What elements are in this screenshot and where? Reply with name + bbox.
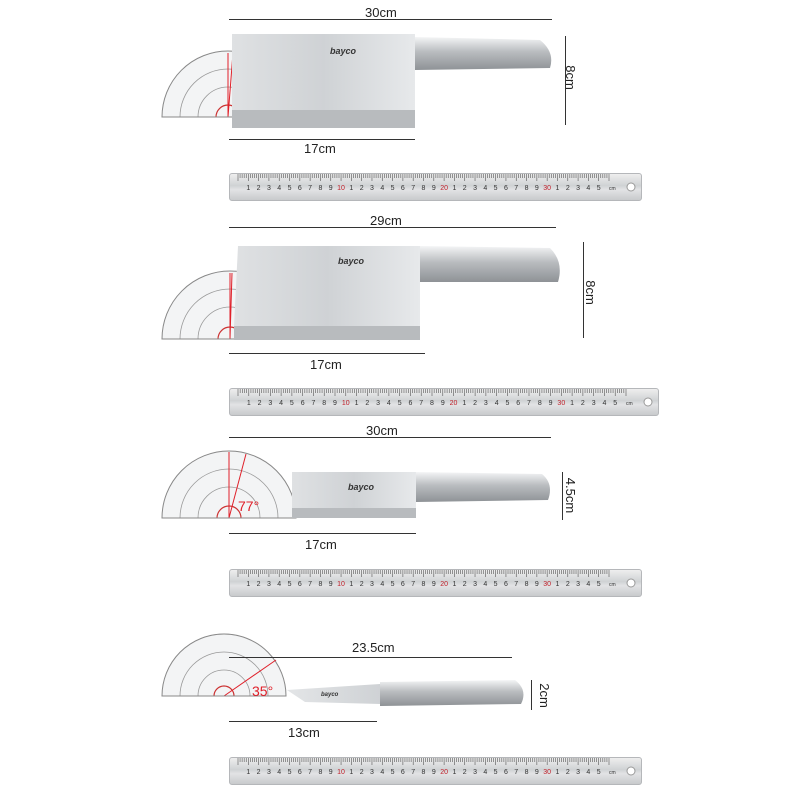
- ruler-digit: 5: [596, 769, 601, 776]
- ruler-unit: cm: [626, 401, 633, 407]
- ruler-digit: 2: [359, 769, 364, 776]
- ruler-digit: 3: [266, 185, 271, 192]
- ruler-digit: 1: [349, 769, 354, 776]
- ruler-digit: 2: [462, 581, 467, 588]
- ruler-digit: 7: [411, 769, 416, 776]
- blade-length-label: 17cm: [304, 141, 336, 156]
- ruler-digit: 9: [431, 185, 436, 192]
- ruler-digit: 8: [430, 400, 434, 407]
- ruler-digit: 2: [565, 185, 570, 192]
- ruler-digit: 10: [337, 185, 345, 192]
- knife-section-3: [0, 420, 800, 610]
- ruler-digit: 4: [586, 185, 591, 192]
- ruler-digit: 1: [452, 769, 457, 776]
- ruler-digit: 1: [555, 581, 560, 588]
- ruler-digit: 3: [268, 400, 273, 407]
- ruler-digit: 1: [246, 400, 251, 407]
- length-label: 30cm: [365, 5, 397, 20]
- ruler-digit: 1: [555, 185, 560, 192]
- angle-label: 35°: [252, 683, 274, 699]
- ruler-digit: 5: [287, 769, 292, 776]
- ruler-digit: 8: [524, 185, 529, 192]
- ruler-digit: 5: [493, 581, 498, 588]
- ruler-digit: 5: [390, 769, 395, 776]
- ruler-digit: 1: [246, 185, 251, 192]
- ruler-digit: 8: [322, 400, 327, 407]
- ruler-digit: 2: [359, 581, 364, 588]
- ruler-digit: 9: [534, 581, 539, 588]
- knife-section-2: [0, 210, 800, 420]
- ruler-digit: 10: [337, 769, 345, 776]
- ruler-digit: 4: [494, 400, 499, 407]
- ruler-hang-hole: [644, 398, 652, 406]
- ruler-digit: 7: [527, 400, 531, 407]
- ruler-digit: 2: [256, 581, 261, 588]
- ruler-digit: 30: [557, 400, 566, 407]
- ruler-digit: 1: [462, 400, 467, 407]
- ruler-digit: 9: [328, 769, 333, 776]
- ruler-digit: 6: [400, 581, 405, 588]
- ruler-digit: 3: [591, 400, 596, 407]
- ruler-digit: 3: [376, 400, 381, 407]
- ruler-digit: 9: [328, 581, 333, 588]
- ruler-digit: 10: [341, 400, 350, 407]
- ruler-digit: 3: [576, 581, 581, 588]
- ruler-digit: 2: [580, 400, 585, 407]
- ruler-digit: 4: [380, 769, 385, 776]
- ruler-digit: 30: [543, 581, 552, 588]
- ruler-digit: 2: [257, 400, 262, 407]
- ruler-digit: 7: [514, 769, 519, 776]
- ruler-digit: 2: [473, 400, 478, 407]
- ruler-digit: 7: [411, 185, 416, 192]
- ruler-digit: 4: [586, 581, 591, 588]
- ruler-digit: 7: [419, 400, 424, 407]
- ruler-digit: 7: [308, 769, 313, 776]
- ruler-digit: 4: [380, 185, 385, 192]
- ruler-digit: 6: [516, 400, 521, 407]
- ruler-digit: 8: [524, 769, 529, 776]
- ruler-digit: 5: [596, 581, 601, 588]
- ruler-digit: 5: [390, 581, 395, 588]
- ruler-digit: 8: [421, 185, 426, 192]
- ruler-digit: 2: [565, 581, 570, 588]
- ruler-digit: 5: [287, 581, 292, 588]
- cleaver-knife: [230, 32, 560, 147]
- knife-section-4: [0, 610, 800, 800]
- ruler-hang-hole: [627, 183, 635, 191]
- brand-logo: bayco: [321, 692, 339, 698]
- length-label: 23.5cm: [352, 640, 395, 655]
- ruler-digit: 3: [266, 769, 271, 776]
- height-dimension-line: [531, 680, 532, 710]
- ruler-digit: 2: [462, 185, 467, 192]
- ruler-digit: 3: [370, 769, 374, 776]
- ruler-digit: 6: [503, 769, 508, 776]
- ruler-digit: 4: [277, 581, 282, 588]
- ruler-digit: 4: [602, 400, 607, 407]
- ruler: [229, 388, 659, 416]
- ruler-digit: 4: [277, 185, 282, 192]
- height-label: 8cm: [562, 65, 578, 90]
- ruler-digit: 6: [297, 581, 302, 588]
- length-label: 29cm: [370, 213, 402, 228]
- utility-knife: [285, 676, 530, 721]
- ruler-digit: 4: [483, 581, 488, 588]
- ruler-digit: 2: [365, 400, 370, 407]
- ruler-digit: 4: [483, 769, 488, 776]
- length-label: 30cm: [366, 423, 398, 438]
- ruler-digit: 6: [400, 769, 405, 776]
- ruler-digit: 6: [503, 581, 508, 588]
- cleaver-knife: [290, 468, 555, 533]
- ruler-digit: 8: [537, 400, 542, 407]
- ruler-digit: 5: [505, 400, 510, 407]
- ruler-digit: 5: [390, 185, 395, 192]
- ruler-digit: 7: [308, 185, 313, 192]
- angle-label: 77°: [238, 498, 260, 514]
- ruler-digit: 9: [534, 185, 539, 192]
- ruler-digit: 6: [300, 400, 305, 407]
- ruler: [229, 173, 642, 201]
- ruler-digit: 1: [452, 185, 457, 192]
- ruler-digit: 7: [514, 581, 519, 588]
- ruler-digit: 8: [318, 581, 323, 588]
- ruler-digit: 2: [462, 769, 467, 776]
- ruler-digit: 1: [246, 581, 251, 588]
- ruler-digit: 5: [287, 185, 292, 192]
- ruler-digit: 30: [543, 769, 552, 776]
- ruler-digit: 6: [400, 185, 405, 192]
- ruler-digit: 4: [380, 581, 385, 588]
- ruler-digit: 6: [297, 769, 302, 776]
- ruler-digit: 2: [359, 185, 364, 192]
- ruler-digit: 30: [543, 185, 552, 192]
- ruler-digit: 5: [493, 185, 498, 192]
- ruler-digit: 2: [256, 769, 261, 776]
- ruler-digit: 3: [473, 769, 477, 776]
- ruler-digit: 8: [318, 185, 323, 192]
- ruler-unit: cm: [609, 186, 616, 192]
- ruler-digit: 1: [246, 769, 251, 776]
- ruler-digit: 9: [440, 400, 445, 407]
- ruler-digit: 9: [431, 769, 436, 776]
- ruler-digit: 1: [354, 400, 359, 407]
- ruler-digit: 8: [318, 769, 323, 776]
- cleaver-knife: [232, 240, 567, 355]
- ruler-digit: 4: [586, 769, 591, 776]
- ruler-digit: 9: [548, 400, 553, 407]
- ruler-digit: 1: [349, 581, 354, 588]
- ruler-digit: 1: [570, 400, 575, 407]
- ruler-digit: 3: [266, 581, 271, 588]
- blade-length-label: 17cm: [305, 537, 337, 552]
- ruler-digit: 8: [421, 769, 426, 776]
- ruler-digit: 2: [256, 185, 261, 192]
- ruler-digit: 20: [440, 185, 449, 192]
- ruler-digit: 5: [613, 400, 618, 407]
- ruler-digit: 5: [289, 400, 294, 407]
- ruler-digit: 4: [386, 400, 391, 407]
- blade-dimension-line: [229, 533, 416, 534]
- ruler-digit: 3: [576, 769, 581, 776]
- ruler-unit: cm: [609, 770, 616, 776]
- ruler-digit: 6: [408, 400, 413, 407]
- ruler-digit: 3: [473, 185, 477, 192]
- height-label: 4.5cm: [563, 477, 579, 514]
- knife-section-1: [0, 0, 800, 210]
- blade-length-label: 13cm: [288, 725, 320, 740]
- ruler-hang-hole: [627, 579, 635, 587]
- ruler-digit: 3: [370, 581, 374, 588]
- ruler-digit: 9: [431, 581, 436, 588]
- ruler-hang-hole: [627, 767, 635, 775]
- length-dimension-line: [229, 657, 512, 658]
- ruler-digit: 9: [534, 769, 539, 776]
- ruler-digit: 7: [514, 185, 519, 192]
- ruler-digit: 8: [524, 581, 529, 588]
- height-label: 8cm: [582, 280, 598, 305]
- ruler-digit: 1: [555, 769, 560, 776]
- blade-dimension-line: [229, 139, 415, 140]
- blade-length-label: 17cm: [310, 357, 342, 372]
- ruler-digit: 6: [297, 185, 302, 192]
- brand-logo: bayco: [338, 256, 365, 266]
- ruler: [229, 569, 642, 597]
- ruler-digit: 3: [370, 185, 374, 192]
- ruler-digit: 4: [483, 185, 488, 192]
- ruler-digit: 3: [473, 581, 477, 588]
- ruler: [229, 757, 642, 785]
- ruler-digit: 1: [349, 185, 354, 192]
- ruler-digit: 6: [503, 185, 508, 192]
- ruler-digit: 20: [440, 769, 449, 776]
- height-label: 2cm: [536, 683, 552, 708]
- ruler-digit: 4: [277, 769, 282, 776]
- ruler-digit: 20: [440, 581, 449, 588]
- ruler-digit: 1: [452, 581, 457, 588]
- protractor: [158, 444, 300, 529]
- ruler-digit: 2: [565, 769, 570, 776]
- ruler-digit: 4: [279, 400, 284, 407]
- ruler-digit: 5: [397, 400, 402, 407]
- ruler-digit: 9: [328, 185, 333, 192]
- ruler-digit: 8: [421, 581, 426, 588]
- ruler-digit: 7: [311, 400, 316, 407]
- ruler-digit: 5: [596, 185, 601, 192]
- ruler-digit: 7: [411, 581, 416, 588]
- brand-logo: bayco: [330, 46, 357, 56]
- blade-dimension-line: [229, 721, 377, 722]
- blade-dimension-line: [229, 353, 425, 354]
- ruler-digit: 10: [337, 581, 345, 588]
- ruler-digit: 9: [333, 400, 337, 407]
- ruler-digit: 3: [576, 185, 581, 192]
- ruler-digit: 3: [483, 400, 488, 407]
- ruler-digit: 20: [449, 400, 458, 407]
- ruler-digit: 7: [308, 581, 313, 588]
- brand-logo: bayco: [348, 482, 375, 492]
- ruler-digit: 5: [493, 769, 498, 776]
- ruler-unit: cm: [609, 582, 616, 588]
